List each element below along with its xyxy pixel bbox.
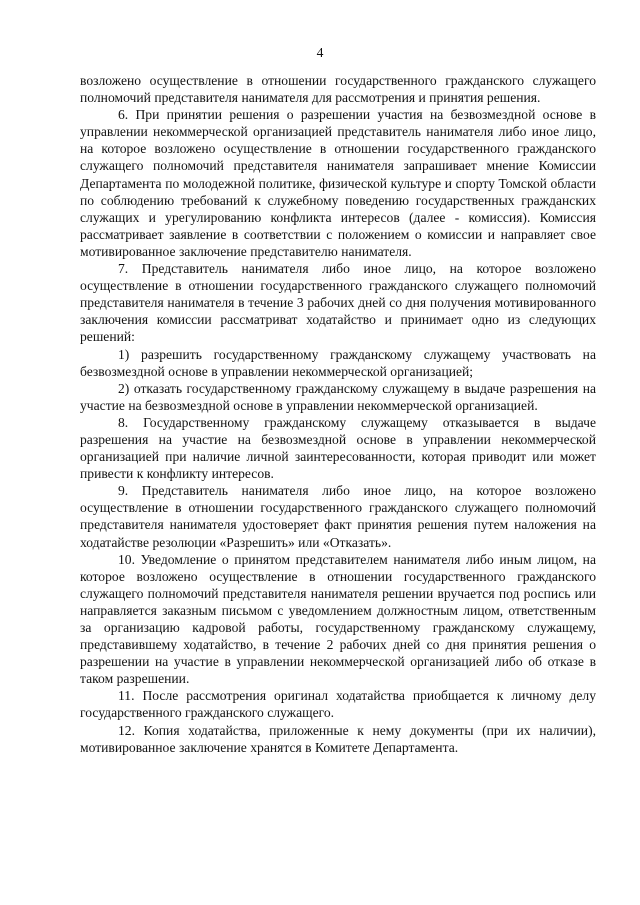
paragraph-item-9: 9. Представитель нанимателя либо иное лицо, на которое возложено осуществление в отношении государственного гражданского служащего полномочий представителя нанимателя удостоверяет факт принятия решения путем наложения на ходатайстве резолюции «Разрешить» или «Отказать». xyxy=(80,483,596,550)
page-number: 4 xyxy=(316,45,324,60)
paragraph-continuation: возложено осуществление в отношении государственного гражданского служащего полномочий представителя нанимателя для рассмотрения и принятия решения. xyxy=(80,73,596,106)
paragraph-subitem-1: 1) разрешить государственному гражданскому служащему участвовать на безвозмездной основе в управлении некоммерческой организацией; xyxy=(80,346,596,379)
paragraph-item-11: 11. После рассмотрения оригинал ходатайства приобщается к личному делу государственного гражданского служащего. xyxy=(80,688,596,721)
paragraph-item-8: 8. Государственному гражданскому служащему отказывается в выдаче разрешения на участие на безвозмездной основе в управлении некоммерческой организацией при наличие личной заинтересованности, которая приводит или может привести к конфликту интересов. xyxy=(80,414,596,482)
paragraph-item-12: 12. Копия ходатайства, приложенные к нему документы (при их наличии), мотивированное заключение хранятся в Комитете Департамента. xyxy=(80,722,596,755)
document-body xyxy=(80,72,596,756)
paragraph-item-7: 7. Представитель нанимателя либо иное лицо, на которое возложено осуществление в отношении государственного гражданского служащего полномочий представителя нанимателя в течение 3 рабочих дней со дня получения мотивированного заключения комиссии рассматриват ходатайство и принимает одно из следующих решений: xyxy=(80,261,596,345)
paragraph-subitem-2: 2) отказать государственному гражданскому служащему в выдаче разрешения на участие на безвозмездной основе в управлении некоммерческой организацией. xyxy=(80,380,596,413)
paragraph-item-6: 6. При принятии решения о разрешении участия на безвозмездной основе в управлении некоммерческой организацией представитель нанимателя либо иное лицо, на которое возложено осуществление в отношении государственного гражданского служащего полномочий представителя нанимателя запрашивает мнение Комиссии Департамента по молодежной политике, физической культуре и спорту Томской области по соблюдению требований к служебному поведению государственных гражданских служащих и урегулированию конфликта интересов (далее - комиссия). Комиссия рассматривает заявление в соответствии с положением о комиссии и направляет свое мотивированное заключение представителю нанимателя. xyxy=(80,107,596,259)
paragraph-item-10: 10. Уведомление о принятом представителем нанимателя либо иным лицом, на которое возложено осуществление в отношении государственного гражданского служащего полномочий представителя нанимателя решении вручается под роспись или направляется заказным письмом с уведомлением должностным лицом, ответственным за организацию кадровой работы, государственному гражданскому служащему, представившему ходатайство, в течение 2 рабочих дней со дня принятия решения о разрешении на участие в управлении некоммерческой организацией либо об отказе в таком разрешении. xyxy=(80,551,596,687)
